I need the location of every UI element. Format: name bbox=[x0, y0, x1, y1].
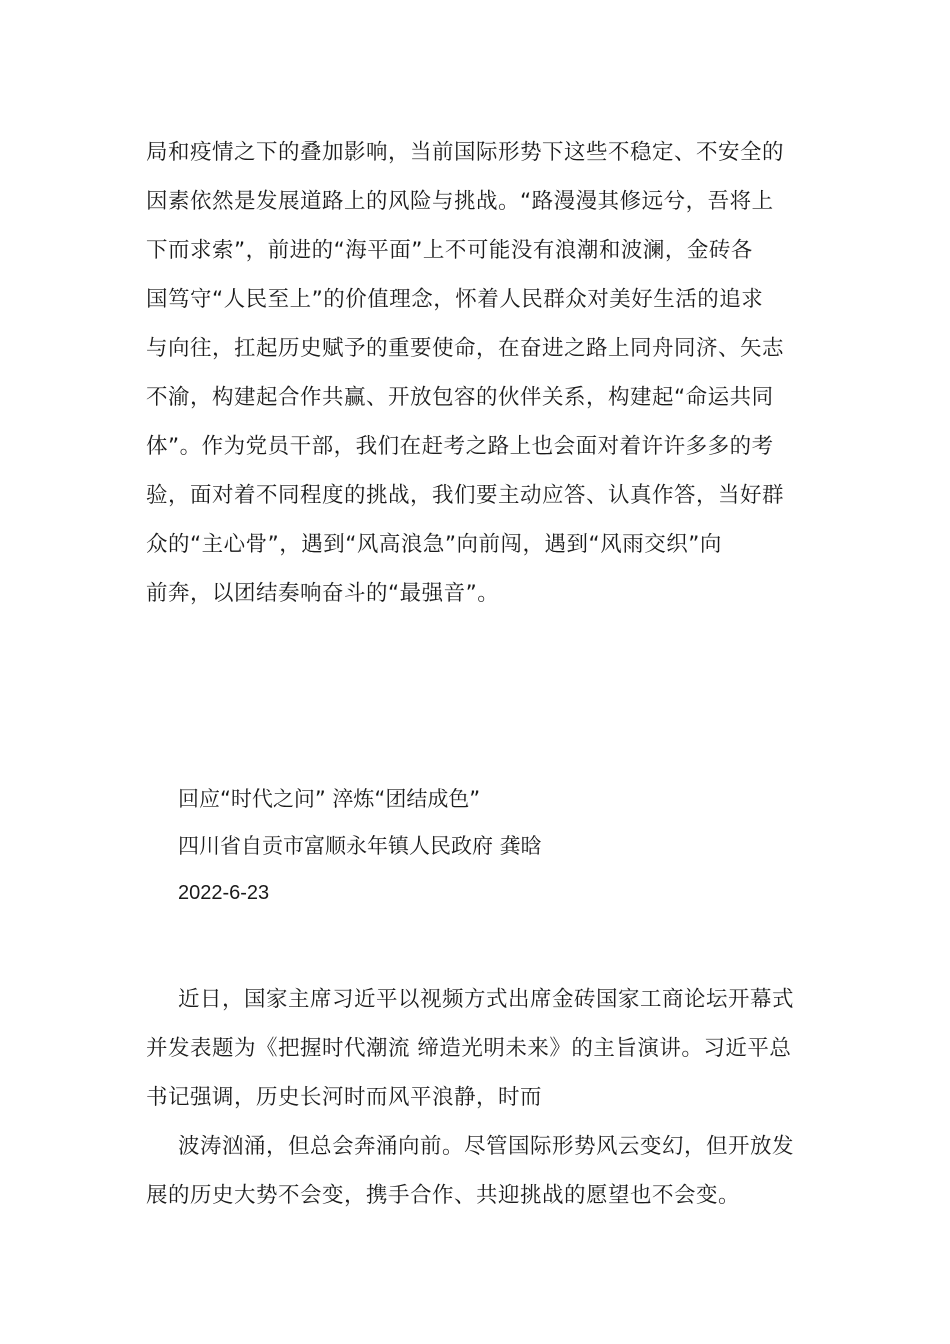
text-line: 局和疫情之下的叠加影响，当前国际形势下这些不稳定、不安全的 bbox=[146, 140, 785, 165]
article-date: 2022-6-23 bbox=[178, 882, 270, 904]
text-line: 国笃守“人民至上”的价值理念，怀着人民群众对美好生活的追求 bbox=[146, 287, 764, 312]
text-line: 因素依然是发展道路上的风险与挑战。“路漫漫其修远兮，吾将上 bbox=[146, 189, 774, 214]
text-line: 展的历史大势不会变，携手合作、共迎挑战的愿望也不会变。 bbox=[146, 1183, 741, 1208]
text-line: 体”。作为党员干部，我们在赶考之路上也会面对着许许多多的考 bbox=[146, 434, 774, 459]
article-body bbox=[146, 975, 794, 1220]
text-line: 众的“主心骨”，遇到“风高浪急”向前闯，遇到“风雨交织”向 bbox=[146, 532, 722, 557]
article-title: 回应“时代之问” 淬炼“团结成色” bbox=[178, 787, 481, 811]
article-author: 四川省自贡市富顺永年镇人民政府 龚晗 bbox=[178, 834, 542, 858]
text-line: 与向往，扛起历史赋予的重要使命，在奋进之路上同舟同济、矢志 bbox=[146, 336, 785, 361]
paragraph-continued bbox=[146, 128, 784, 618]
text-line: 近日，国家主席习近平以视频方式出席金砖国家工商论坛开幕式 bbox=[178, 987, 795, 1012]
text-line: 下而求索”，前进的“海平面”上不可能没有浪潮和波澜，金砖各 bbox=[146, 238, 753, 263]
text-line: 波涛汹涌，但总会奔涌向前。尽管国际形势风云变幻，但开放发 bbox=[178, 1134, 795, 1159]
text-line: 不渝，构建起合作共赢、开放包容的伙伴关系，构建起“命运共同 bbox=[146, 385, 774, 410]
article-header bbox=[178, 776, 542, 917]
text-line: 书记强调，历史长河时而风平浪静，时而 bbox=[146, 1085, 543, 1110]
text-line: 前奔，以团结奏响奋斗的“最强音”。 bbox=[146, 581, 500, 606]
text-line: 并发表题为《把握时代潮流 缔造光明未来》的主旨演讲。习近平总 bbox=[146, 1036, 792, 1061]
text-line: 验，面对着不同程度的挑战，我们要主动应答、认真作答，当好群 bbox=[146, 483, 785, 508]
